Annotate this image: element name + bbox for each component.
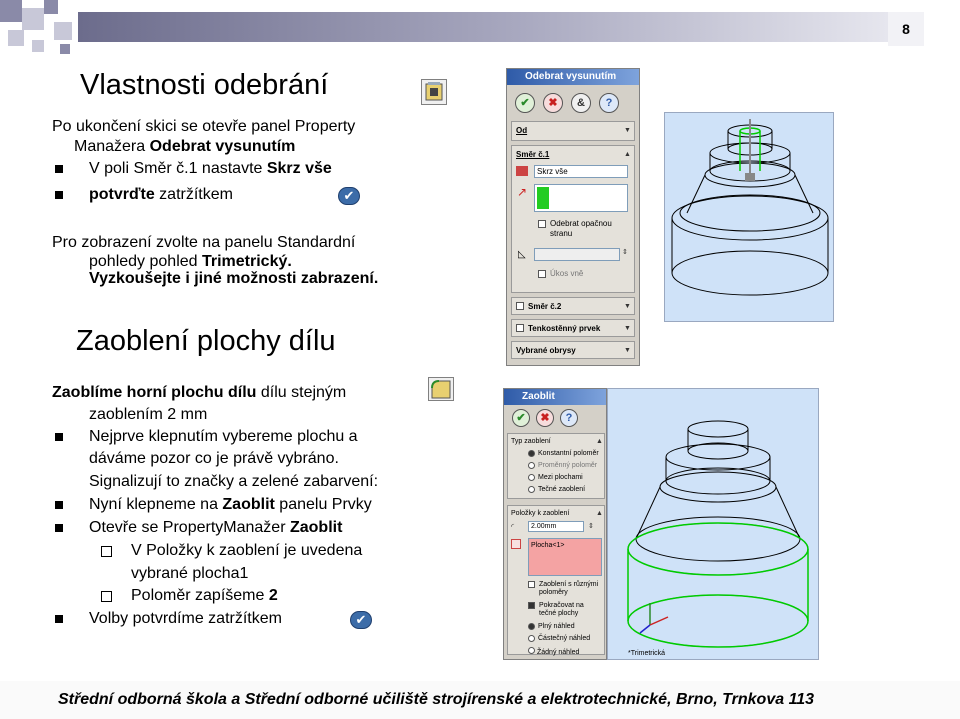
spinner-icon[interactable]: ⇕ — [588, 523, 594, 530]
text-line: zaoblením 2 mm — [89, 406, 208, 423]
direction-reference-field[interactable] — [534, 184, 628, 212]
footer-text: Střední odborná škola a Střední odborné učiliště strojírenské a elektrotechnické, Brno, Trnkova 113 — [58, 691, 815, 708]
from-label: Od — [516, 126, 528, 135]
header-square — [32, 40, 44, 52]
draft-outward-label: Úkos vně — [550, 269, 584, 278]
selected-contours-group[interactable] — [511, 341, 635, 359]
draft-outward-checkbox[interactable] — [538, 270, 546, 278]
face-icon — [511, 539, 521, 549]
sub-bullet — [101, 591, 112, 602]
header-square — [0, 0, 22, 22]
fillet-type-option: Proměnný poloměr — [538, 462, 598, 469]
selected-items-list[interactable] — [528, 538, 602, 576]
bullet-text: Volby potvrdíme zatržítkem — [89, 610, 282, 627]
bullet — [55, 165, 63, 173]
direction-2-label: Směr č.2 — [528, 302, 562, 311]
bullet — [55, 433, 63, 441]
cut-extrude-icon — [421, 79, 447, 105]
text-line: Vyzkoušejte i jiné možnosti zabrazení. — [89, 270, 379, 287]
thin-feature-label: Tenkostěnný prvek — [528, 324, 601, 333]
heading-vlastnosti: Vlastnosti odebrání — [80, 69, 329, 101]
chevron-down-icon[interactable]: ▼ — [624, 127, 631, 134]
text-line: pohledy pohled Trimetrický. — [89, 253, 292, 270]
help-button[interactable]: ? — [560, 409, 578, 427]
radio-partial-preview[interactable] — [528, 635, 535, 642]
fillet-items-label: Položky k zaoblení — [511, 510, 570, 517]
preview-option: Plný náhled — [538, 623, 575, 630]
header-bar — [78, 12, 888, 42]
help-button[interactable]: ? — [599, 93, 619, 113]
tangent-propagation-label: tečné plochy — [539, 610, 579, 617]
spinner-icon[interactable]: ⇕ — [622, 249, 628, 256]
checkmark-icon: ✔ — [350, 611, 372, 629]
heading-zaobleni: Zaoblení plochy dílu — [76, 325, 336, 357]
text-line: Pro zobrazení zvolte na panelu Standardní — [52, 234, 356, 251]
fillet-items-group — [507, 505, 605, 655]
fillet-icon — [428, 377, 454, 401]
chevron-up-icon[interactable]: ▲ — [596, 438, 603, 445]
fillet-model-drawing — [608, 389, 819, 660]
header-square — [22, 8, 44, 30]
multi-radius-label: Zaoblení s různými — [539, 581, 599, 588]
bullet-text: Signalizují to značky a zelené zabarvení: — [89, 473, 379, 490]
draft-icon: ◺ — [518, 249, 526, 260]
panel-title: Odebrat vysunutím — [507, 69, 639, 85]
ok-button[interactable]: ✔ — [515, 93, 535, 113]
header-square — [60, 44, 70, 54]
chevron-down-icon[interactable]: ▼ — [624, 347, 631, 354]
sub-bullet-text: Poloměr zapíšeme 2 — [131, 587, 278, 604]
flip-side-label: Odebrat opačnou — [550, 219, 612, 228]
from-group[interactable] — [511, 121, 635, 141]
text-line: Zaoblíme horní plochu dílu dílu stejným — [52, 384, 347, 401]
bullet — [55, 615, 63, 623]
flip-side-label: stranu — [550, 229, 573, 238]
direction-2-checkbox[interactable] — [516, 302, 524, 310]
end-condition-select[interactable]: Skrz vše — [534, 165, 628, 178]
bullet-text: Nejprve klepnutím vybereme plochu a — [89, 428, 358, 445]
bullet-text: dáváme pozor co je právě vybráno. — [89, 450, 339, 467]
ok-button[interactable]: ✔ — [512, 409, 530, 427]
fillet-type-option: Tečné zaoblení — [538, 486, 586, 493]
radius-icon: ◜ — [511, 522, 515, 531]
direction-arrow-icon: ↗ — [517, 185, 528, 199]
direction-1-group — [511, 145, 635, 293]
header-square — [54, 22, 72, 40]
sub-bullet-text: V Položky k zaoblení je uvedena — [131, 542, 363, 559]
thin-feature-checkbox[interactable] — [516, 324, 524, 332]
checkmark-icon: ✔ — [338, 187, 360, 205]
bullet-text: V poli Směr č.1 nastavte Skrz vše — [89, 160, 332, 177]
multi-radius-checkbox[interactable] — [528, 581, 535, 588]
bullet — [55, 191, 63, 199]
model-viewport-cut[interactable] — [664, 112, 834, 322]
fillet-type-label: Typ zaoblení — [511, 438, 551, 445]
preview-button[interactable]: & — [571, 93, 591, 113]
selected-contours-label: Vybrané obrysy — [516, 346, 576, 355]
text-line: Manažera Odebrat vysunutím — [74, 138, 296, 155]
chevron-down-icon[interactable]: ▼ — [624, 303, 631, 310]
page-number: 8 — [888, 12, 924, 46]
selection-highlight — [537, 187, 549, 209]
fillet-type-option: Konstantní poloměr — [538, 450, 599, 457]
bullet-text: potvrďte zatržítkem — [89, 186, 233, 203]
sub-bullet — [101, 546, 112, 557]
cut-extrude-property-manager — [506, 68, 640, 366]
chevron-up-icon[interactable]: ▲ — [596, 510, 603, 517]
multi-radius-label: poloměry — [539, 589, 568, 596]
cancel-button[interactable]: ✖ — [536, 409, 554, 427]
radio-full-preview[interactable] — [528, 623, 535, 630]
tangent-propagation-label: Pokračovat na — [539, 602, 584, 609]
radio-variable-radius[interactable] — [528, 462, 535, 469]
flip-side-checkbox[interactable] — [538, 220, 546, 228]
model-viewport-fillet[interactable] — [607, 388, 819, 660]
radio-face-fillet[interactable] — [528, 474, 535, 481]
chevron-up-icon[interactable]: ▲ — [624, 151, 631, 158]
fillet-type-group — [507, 433, 605, 499]
sub-bullet-text: vybrané plocha1 — [131, 565, 249, 582]
fillet-property-manager — [503, 388, 607, 660]
draft-angle-field[interactable] — [534, 248, 620, 261]
header-square — [8, 30, 24, 46]
radio-full-round[interactable] — [528, 486, 535, 493]
header-square — [44, 0, 58, 14]
panel-title: Zaoblit — [504, 389, 606, 405]
radius-field[interactable]: 2.00mm — [528, 521, 584, 532]
end-condition-icon — [516, 166, 528, 176]
fillet-type-option: Mezi plochami — [538, 474, 583, 481]
view-orientation-label: *Trimetrická — [628, 650, 666, 657]
radio-no-preview[interactable] — [528, 647, 535, 654]
text-line: Po ukončení skici se otevře panel Property — [52, 118, 356, 135]
thin-feature-group[interactable] — [511, 319, 635, 337]
bullet-text: Nyní klepneme na Zaoblit panelu Prvky — [89, 496, 372, 513]
radio-constant-radius[interactable] — [528, 450, 535, 457]
bullet — [55, 524, 63, 532]
tangent-propagation-checkbox[interactable] — [528, 602, 535, 609]
cut-model-drawing — [665, 113, 834, 322]
selected-item[interactable]: Plocha<1> — [531, 542, 565, 549]
cancel-button[interactable]: ✖ — [543, 93, 563, 113]
bullet — [55, 501, 63, 509]
preview-option: Žádný náhled — [537, 649, 580, 656]
bullet-text: Otevře se PropertyManažer Zaoblit — [89, 519, 343, 536]
direction-2-group[interactable] — [511, 297, 635, 315]
preview-option: Částečný náhled — [538, 635, 591, 642]
direction-1-label: Směr č.1 — [516, 150, 550, 159]
chevron-down-icon[interactable]: ▼ — [624, 325, 631, 332]
